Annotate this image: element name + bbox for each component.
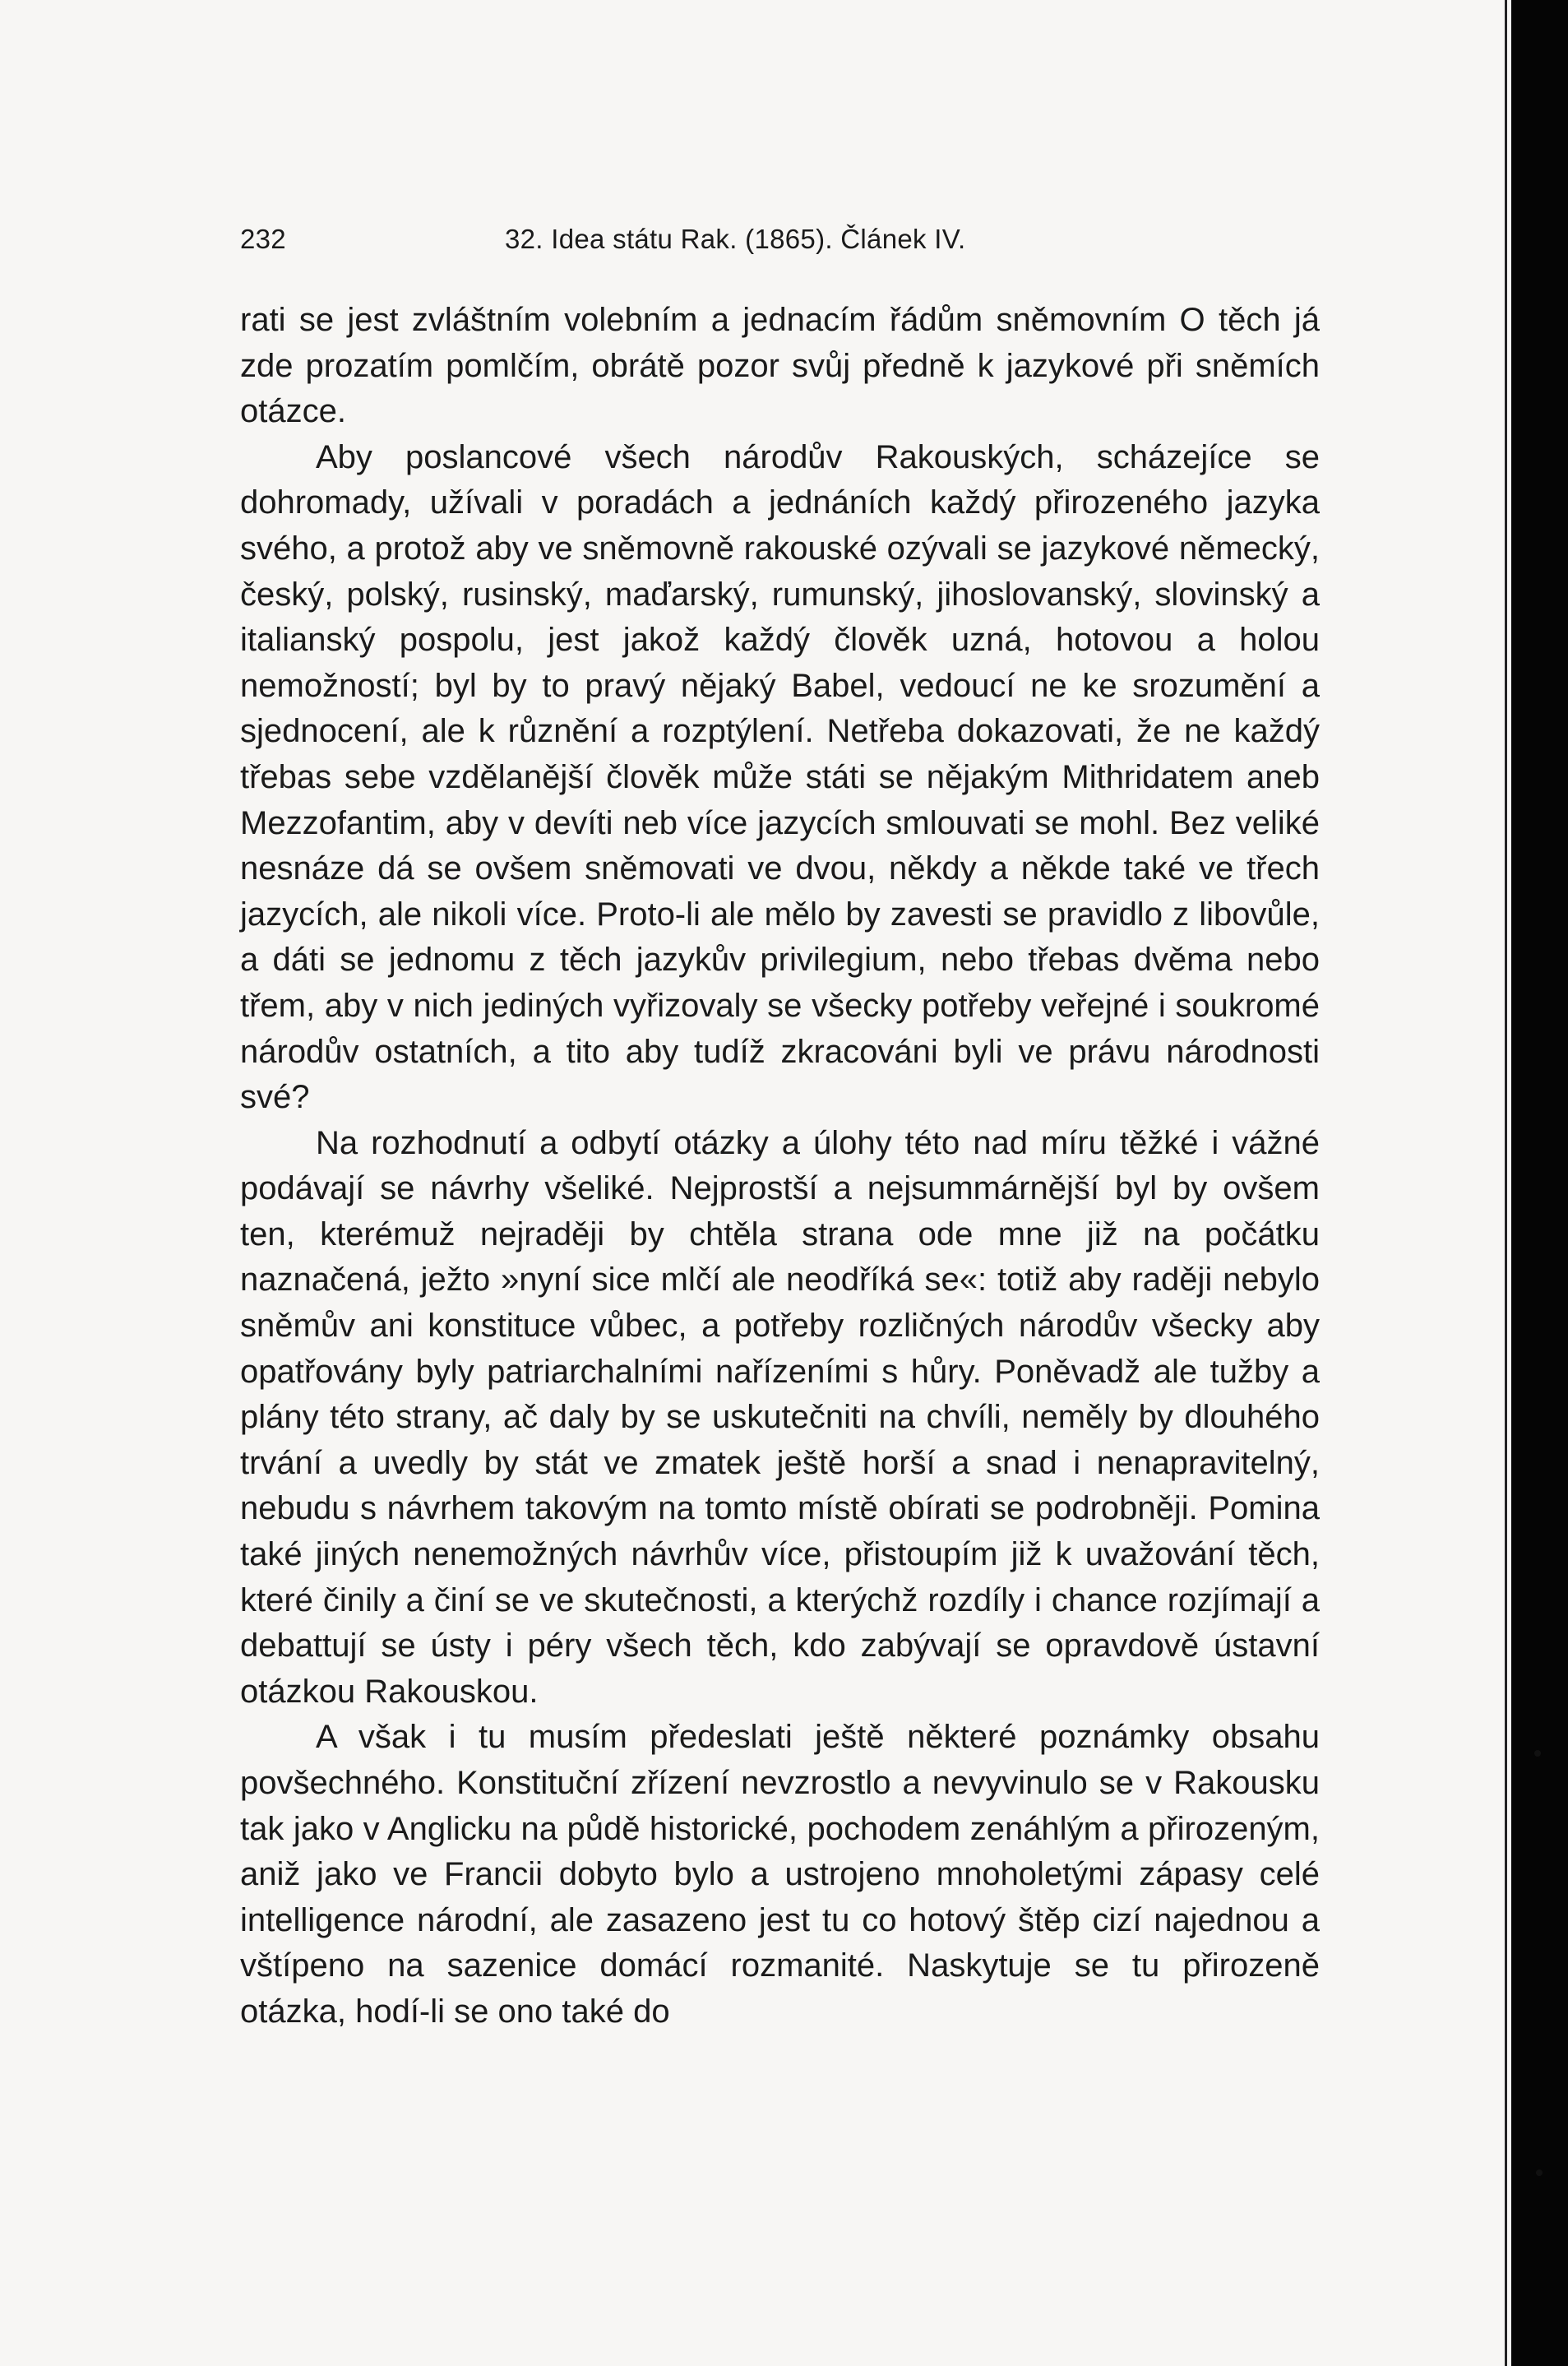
paragraph: Aby poslancové všech národův Rakouských, scházejíce se dohromady, užívali v poradách a jednáních každý přirozeného jazyka svého, a protož aby ve sněmovně rakouské ozývali se jazykové německý, český, polský, rusinský, maďarský, rumunský, jihoslovanský, slovinský a italianský pospolu, jest jakož každý člověk uzná, hotovou a holou nemožností; byl by to pravý nějaký Babel, vedoucí ne ke srozumění a sjednocení, ale k různění a rozptýlení. Netřeba dokazovati, že ne každý třebas sebe vzdělanější člověk může státi se nějakým Mithridatem aneb Mezzofantim, aby v devíti neb více jazycích smlouvati se mohl. Bez veliké nesnáze dá se ovšem sněmovati ve dvou, někdy a někde také ve třech jazycích, ale nikoli více. Proto-li ale mělo by zavesti se pravidlo z libovůle, a dáti se jednomu z těch jazykův privilegium, nebo třebas dvěma nebo třem, aby v nich jediných vyřizovaly se všecky potřeby veřejné i soukromé národův ostatních, a tito aby tudíž zkracováni byli ve právu národnosti své? <box>240 438 1320 1116</box>
page-number: 232 <box>240 224 286 254</box>
scan-speck <box>1534 1750 1541 1757</box>
paragraph: A však i tu musím předeslati ještě některé poznámky obsahu povšechného. Konstituční zřízení nevzrostlo a nevyvinulo se v Rakousku tak jako v Anglicku na půdě historické, pochodem zenáhlým a přirozeným, aniž jako ve Francii dobyto bylo a ustrojeno mnoholetými zápasy celé intelligence národní, ale zasazeno jest tu co hotový štěp cizí najednou a vštípeno na sazenice domácí rozmanité. Naskytuje se tu přirozeně otázka, hodí-li se ono také do <box>240 1719 1320 2030</box>
scan-gutter-line <box>1505 0 1507 2366</box>
paragraph: rati se jest zvláštním volebním a jednacím řádům sněmovním O těch já zde prozatím pomlčím, obrátě pozor svůj předně k jazykové při sněmích otázce. <box>240 302 1320 430</box>
body-text <box>240 298 1320 2035</box>
running-title: 32. Idea státu Rak. (1865). Článek IV. <box>505 224 966 254</box>
scan-speck <box>1536 2169 1543 2176</box>
paragraph: Na rozhodnutí a odbytí otázky a úlohy této nad míru těžké i vážné podávají se návrhy všeliké. Nejprostší a nejsummárnější byl by ovšem ten, kterémuž nejraději by chtěla strana ode mne již na počátku naznačená, ježto »nyní sice mlčí ale neodříká se«: totiž aby raději nebylo sněmův ani konstituce vůbec, a potřeby rozličných národův všecky aby opatřovány byly patriarchalními nařízeními s hůry. Poněvadž ale tužby a plány této strany, ač daly by se uskutečniti na chvíli, neměly by dlouhého trvání a uvedly by stát ve zmatek ještě horší a snad i nenapravitelný, nebudu s návrhem takovým na tomto místě obírati se podrobněji. Pomina také jiných nenemožných návrhův více, přistoupím již k uvažování těch, které činily a činí se ve skutečnosti, a kterýchž rozdíly i chance rozjímají a debattují se ústy i péry všech těch, kdo zabývají se opravdově ústavní otázkou Rakouskou. <box>240 1124 1320 1710</box>
scan-dark-edge <box>1511 0 1568 2366</box>
